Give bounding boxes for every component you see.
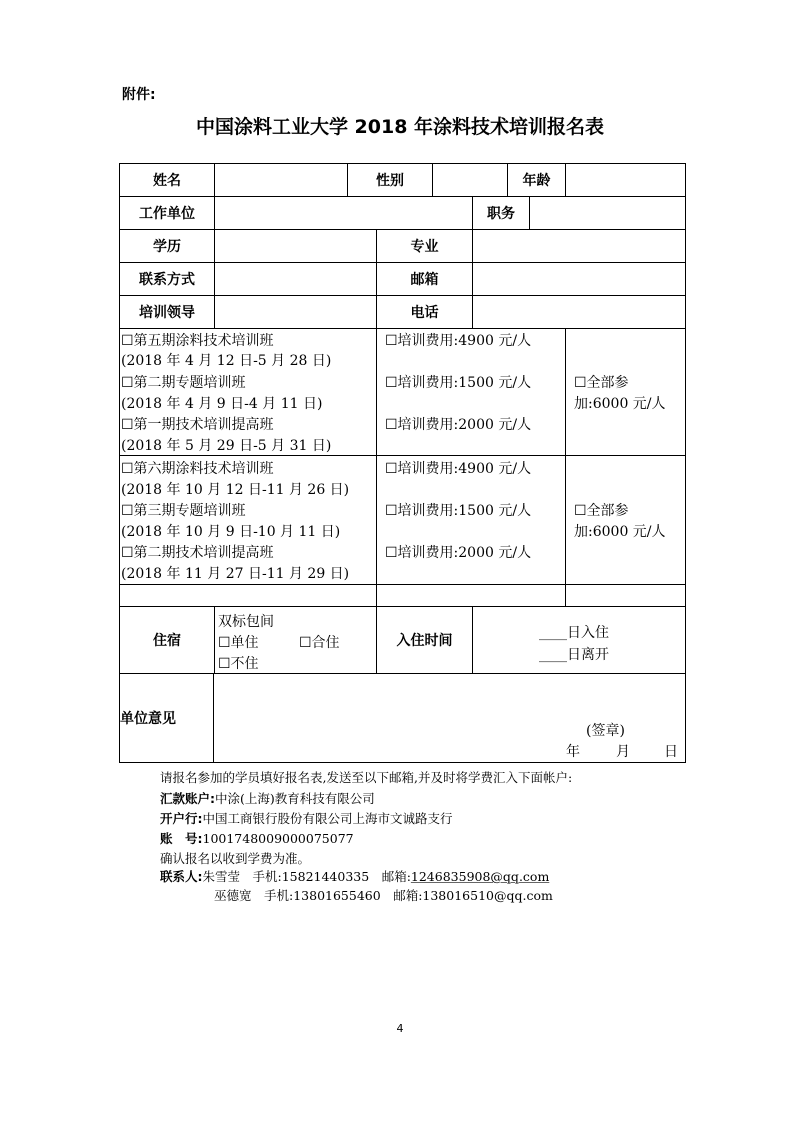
blank-row-cell-1 — [119, 584, 377, 607]
bank-label: 开户行: — [160, 811, 203, 826]
lodging-none-option[interactable]: ☐不住 — [218, 656, 259, 672]
contact1-email-link[interactable]: 1246835908@qq.com — [410, 869, 550, 884]
all-h1-line1: ☐全部参 — [574, 375, 629, 391]
year-label: 年 — [566, 744, 580, 760]
session-h2-1-name[interactable]: ☐第六期涂料技术培训班 — [121, 461, 274, 477]
education-label: 学历 — [119, 229, 215, 263]
opinion-field[interactable] — [213, 673, 686, 763]
session-h2-3-name[interactable]: ☐第二期技术培训提高班 — [121, 545, 274, 561]
contact-field[interactable] — [214, 262, 377, 296]
session-h1-2-dates: (2018 年 4 月 9 日-4 月 11 日) — [121, 396, 323, 412]
session-h1-1-name[interactable]: ☐第五期涂料技术培训班 — [121, 333, 274, 349]
email-field[interactable] — [472, 262, 686, 296]
contact-row-1 — [160, 867, 549, 885]
fee-h1-2[interactable]: ☐培训费用:1500 元/人 — [385, 375, 532, 391]
checkin-in: ____日入住 — [539, 625, 609, 641]
age-field[interactable] — [565, 163, 686, 197]
blank-row-cell-2 — [376, 584, 566, 607]
phone-label: 电话 — [376, 295, 473, 329]
lodging-shared-option[interactable]: ☐合住 — [299, 635, 340, 651]
position-label: 职务 — [472, 196, 530, 230]
account-row — [160, 829, 354, 847]
employer-label: 工作单位 — [119, 196, 215, 230]
checkin-label: 入住时间 — [376, 606, 473, 674]
fee-h1-1[interactable]: ☐培训费用:4900 元/人 — [385, 333, 532, 349]
email-label: 邮箱 — [376, 262, 473, 296]
contact-person-label: 联系人: — [160, 869, 203, 884]
lodging-single-option[interactable]: ☐单住 — [218, 635, 259, 651]
remit-value: 中涂(上海)教育科技有限公司 — [215, 791, 375, 806]
major-label: 专业 — [376, 229, 473, 263]
leader-field[interactable] — [214, 295, 377, 329]
opinion-label-cell — [119, 673, 214, 763]
fee-h2-2[interactable]: ☐培训费用:1500 元/人 — [385, 503, 532, 519]
fees-h2 — [376, 455, 566, 585]
account-value: 1001748009000075077 — [202, 831, 354, 846]
all-h2[interactable] — [565, 455, 686, 585]
instruction-text: 请报名参加的学员填好报名表,发送至以下邮箱,并及时将学费汇入下面帐户: — [160, 770, 573, 785]
session-h2-2-name[interactable]: ☐第三期专题培训班 — [121, 503, 246, 519]
major-field[interactable] — [472, 229, 686, 263]
fee-h2-3[interactable]: ☐培训费用:2000 元/人 — [385, 545, 532, 561]
all-h1[interactable] — [565, 328, 686, 456]
all-h2-line2: 加:6000 元/人 — [574, 524, 666, 540]
contact2-text: 巫德宽 手机:13801655460 邮箱:138016510@qq.com — [214, 888, 553, 903]
bank-value: 中国工商银行股份有限公司上海市文诚路支行 — [202, 811, 453, 826]
session-h2-3-dates: (2018 年 11 月 27 日-11 月 29 日) — [121, 566, 350, 582]
contact-label: 联系方式 — [119, 262, 215, 296]
contact1-text: 朱雪莹 手机:15821440335 邮箱: — [202, 869, 411, 884]
session-h1-1-dates: (2018 年 4 月 12 日-5 月 28 日) — [121, 353, 332, 369]
fees-h1 — [376, 328, 566, 456]
all-h1-line2: 加:6000 元/人 — [574, 396, 666, 412]
remit-row — [160, 789, 375, 807]
seal-label: (签章) — [586, 723, 625, 739]
session-h2-1-dates: (2018 年 10 月 12 日-11 月 26 日) — [121, 482, 350, 498]
session-h1-3-name[interactable]: ☐第一期技术培训提高班 — [121, 417, 274, 433]
remit-label: 汇款账户: — [160, 791, 215, 806]
session-h1-2-name[interactable]: ☐第二期专题培训班 — [121, 375, 246, 391]
fee-h1-3[interactable]: ☐培训费用:2000 元/人 — [385, 417, 532, 433]
room-type-label: 双标包间 — [218, 614, 274, 630]
gender-field[interactable] — [432, 163, 508, 197]
gender-label: 性别 — [347, 163, 433, 197]
month-label: 月 — [616, 744, 630, 760]
checkin-out: ____日离开 — [539, 647, 609, 663]
lodging-options — [214, 606, 377, 674]
phone-field[interactable] — [472, 295, 686, 329]
opinion-label: 单位意见 — [120, 711, 176, 727]
session-h2-2-dates: (2018 年 10 月 9 日-10 月 11 日) — [121, 524, 341, 540]
bank-row — [160, 809, 453, 827]
fee-h2-1[interactable]: ☐培训费用:4900 元/人 — [385, 461, 532, 477]
education-field[interactable] — [214, 229, 377, 263]
checkin-field[interactable] — [472, 606, 686, 674]
confirm-text: 确认报名以收到学费为准。 — [160, 851, 311, 866]
employer-field[interactable] — [214, 196, 473, 230]
leader-label: 培训领导 — [119, 295, 215, 329]
position-field[interactable] — [529, 196, 686, 230]
name-label: 姓名 — [119, 163, 215, 197]
blank-row-cell-3 — [565, 584, 686, 607]
session-h1-3-dates: (2018 年 5 月 29 日-5 月 31 日) — [121, 438, 332, 454]
form-title: 中国涂料工业大学 2018 年涂料技术培训报名表 — [195, 116, 605, 138]
all-h2-line1: ☐全部参 — [574, 503, 629, 519]
day-label: 日 — [664, 744, 678, 760]
name-field[interactable] — [214, 163, 348, 197]
lodging-label: 住宿 — [119, 606, 215, 674]
page-number: 4 — [396, 1022, 404, 1035]
sessions-h1-list — [119, 328, 377, 456]
attachment-label: 附件: — [122, 87, 156, 103]
sessions-h2-list — [119, 455, 377, 585]
age-label: 年龄 — [507, 163, 566, 197]
account-label: 账 号: — [160, 831, 203, 846]
